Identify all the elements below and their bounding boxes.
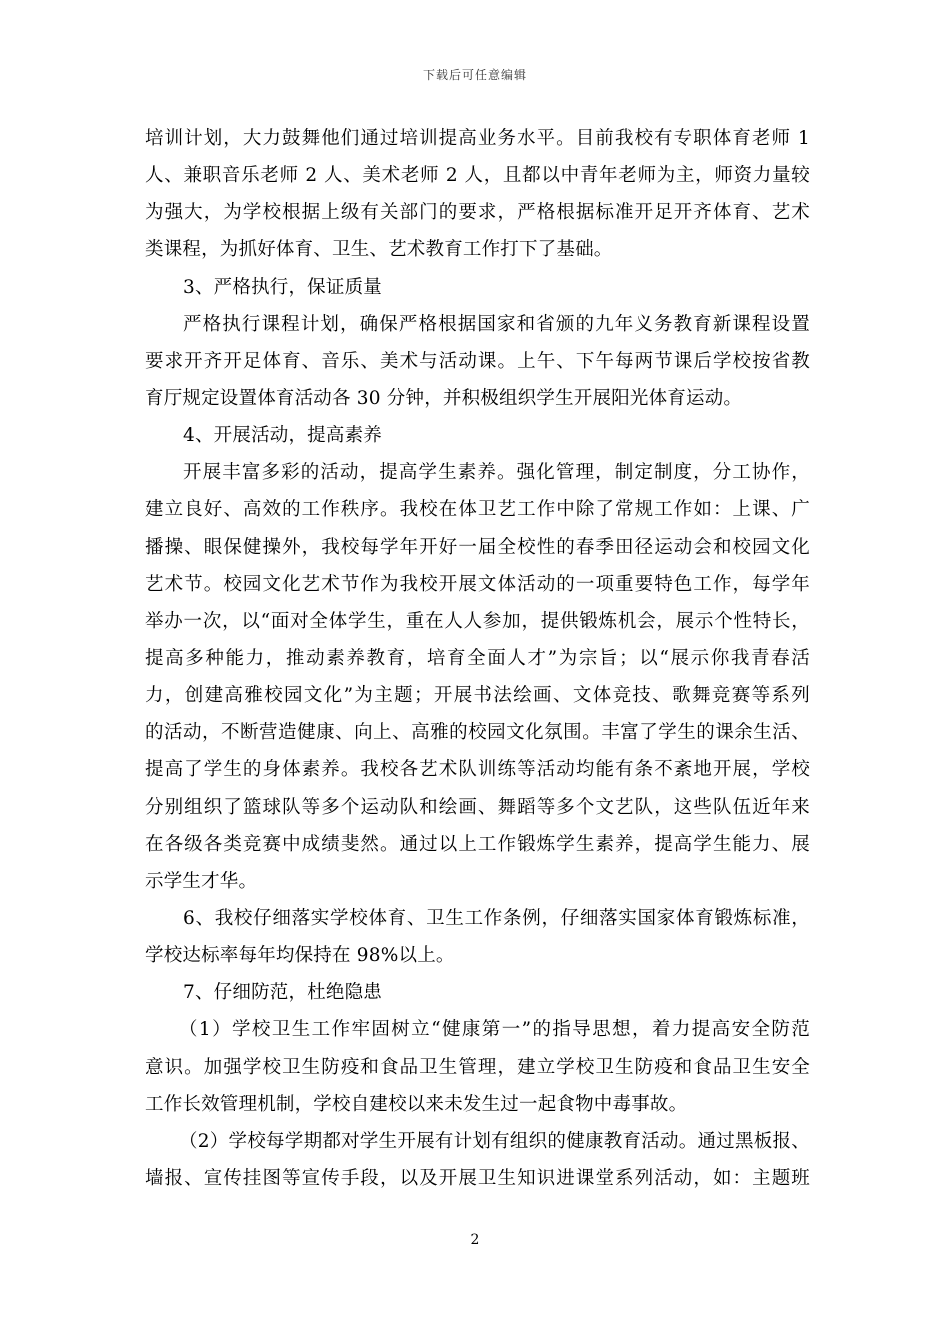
body-line: 举办一次，以“面对全体学生，重在人人参加，提供锻炼机会，展示个性特长， [145,610,810,632]
body-line: 提高多种能力，推动素养教育，培育全面人才”为宗旨；以“展示你我青春活 [145,647,810,669]
section-heading: 7、仔细防范，杜绝隐患 [183,982,382,1004]
section-heading: 3、严格执行，保证质量 [183,276,382,298]
body-line: 播操、眼保健操外，我校每学年开好一届全校性的春季田径运动会和校园文化 [145,536,810,558]
body-line: 人、兼职音乐老师 2 人、美术老师 2 人，且都以中青年老师为主，师资力量较 [145,165,810,187]
body-line: 示学生才华。 [145,870,258,892]
body-line: 类课程，为抓好体育、卫生、艺术教育工作打下了基础。 [145,239,613,261]
body-line: （1）学校卫生工作牢固树立“健康第一”的指导思想，着力提高安全防范 [179,1019,810,1041]
section-heading: 4、开展活动，提高素养 [183,425,382,447]
body-line: 提高了学生的身体素养。我校各艺术队训练等活动均能有条不紊地开展，学校 [145,759,810,781]
body-line: 的活动，不断营造健康、向上、高雅的校园文化氛围。丰富了学生的课余生活、 [145,722,810,744]
body-line: 开展丰富多彩的活动，提高学生素养。强化管理，制定制度，分工协作， [183,462,810,484]
body-line: 墙报、宣传挂图等宣传手段，以及开展卫生知识进课堂系列活动，如：主题班 [145,1167,810,1189]
body-line: 力，创建高雅校园文化”为主题；开展书法绘画、文体竞技、歌舞竞赛等系列 [145,685,810,707]
body-line: 意识。加强学校卫生防疫和食品卫生管理，建立学校卫生防疫和食品卫生安全 [145,1056,810,1078]
body-line: 6、我校仔细落实学校体育、卫生工作条例，仔细落实国家体育锻炼标准， [183,907,810,929]
body-line: 要求开齐开足体育、音乐、美术与活动课。上午、下午每两节课后学校按省教 [145,350,810,372]
body-line: 培训计划，大力鼓舞他们通过培训提高业务水平。目前我校有专职体育老师 1 [145,128,810,149]
body-line: 育厅规定设置体育活动各 30 分钟，并积极组织学生开展阳光体育运动。 [145,387,743,409]
body-line: 艺术节。校园文化艺术节作为我校开展文体活动的一项重要特色工作，每学年 [145,573,810,595]
body-line: 工作长效管理机制，学校自建校以来未发生过一起食物中毒事故。 [145,1093,688,1115]
body-line: 建立良好、高效的工作秩序。我校在体卫艺工作中除了常规工作如：上课、广 [145,499,810,521]
body-line: 分别组织了篮球队等多个运动队和绘画、舞蹈等多个文艺队，这些队伍近年来 [145,796,810,818]
body-line: 学校达标率每年均保持在 98%以上。 [145,945,455,967]
body-line: （2）学校每学期都对学生开展有计划有组织的健康教育活动。通过黑板报、 [179,1130,810,1152]
body-line: 严格执行课程计划，确保严格根据国家和省颁的九年义务教育新课程设置 [183,313,810,335]
body-line: 为强大，为学校根据上级有关部门的要求，严格根据标准开足开齐体育、艺术 [145,202,810,224]
page-header: 下载后可任意编辑 [422,68,527,82]
document-body [145,120,810,1197]
body-line: 在各级各类竞赛中成绩斐然。通过以上工作锻炼学生素养，提高学生能力、展 [145,833,810,855]
page-number: 2 [470,1232,480,1248]
